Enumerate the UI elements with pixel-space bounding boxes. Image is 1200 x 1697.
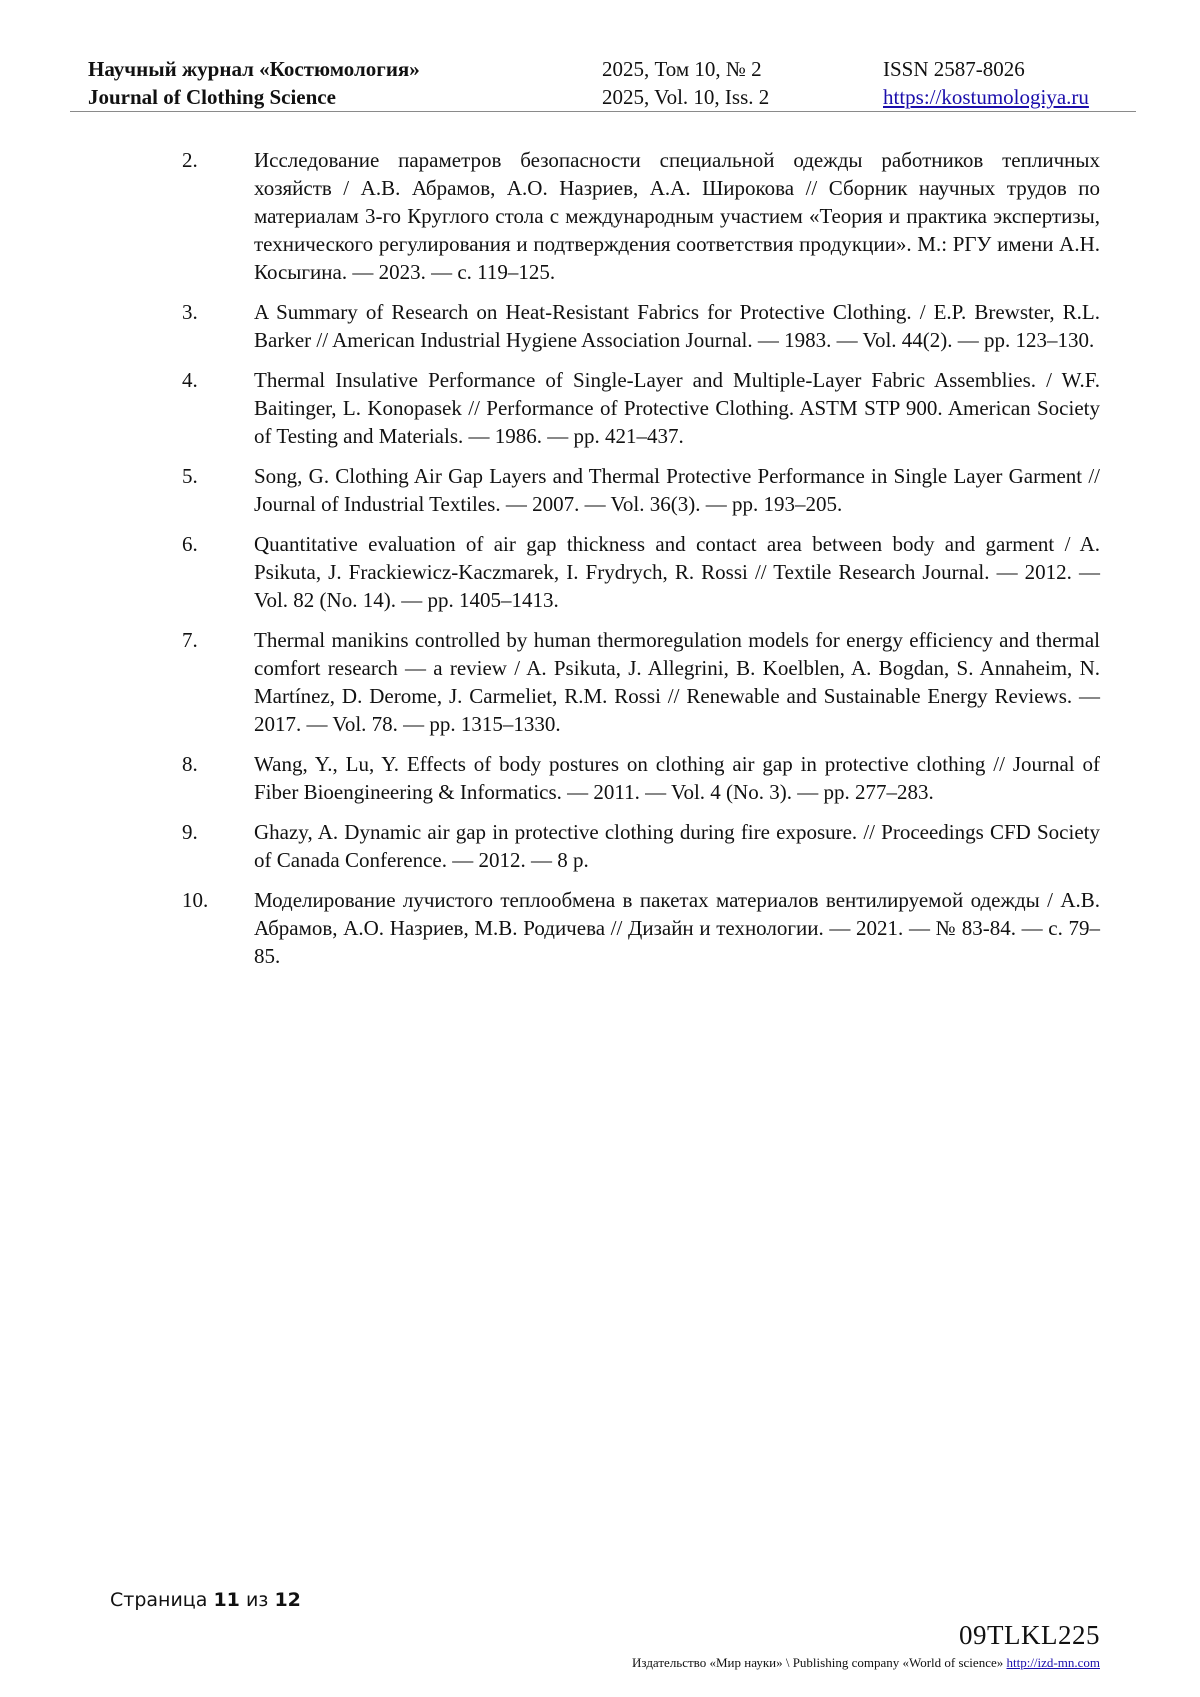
reference-item — [182, 530, 1100, 614]
reference-text: Моделирование лучистого теплообмена в пакетах материалов вентилируемой одежды / А.В. Абрамов, А.О. Назриев, М.В. Родичева // Дизайн и технологии. — 2021. — № 83-84. — с. 79–85. — [254, 888, 1100, 968]
reference-item — [182, 626, 1100, 738]
reference-number: 10. — [182, 888, 209, 912]
reference-text: Wang, Y., Lu, Y. Effects of body postures on clothing air gap in protective clothing // Journal of Fiber Bioengineering & Informatics. — 2011. — Vol. 4 (No. 3). — pp. 277–283. — [254, 752, 1100, 804]
header-divider — [70, 111, 1136, 112]
publisher-text: Издательство «Мир науки» \ Publishing company «World of science» — [632, 1655, 1004, 1670]
issue-en: 2025, Vol. 10, Iss. 2 — [602, 85, 770, 109]
reference-number: 8. — [182, 752, 198, 776]
issue-block — [602, 55, 769, 111]
issue-ru: 2025, Том 10, № 2 — [602, 57, 762, 81]
page-counter — [110, 1588, 301, 1612]
article-code: 09TLKL225 — [959, 1620, 1100, 1650]
reference-number: 7. — [182, 628, 198, 652]
page-total: 12 — [274, 1589, 301, 1611]
reference-number: 6. — [182, 532, 198, 556]
reference-item — [182, 818, 1100, 874]
reference-number: 4. — [182, 368, 198, 392]
reference-text: Quantitative evaluation of air gap thickness and contact area between body and garment / A. Psikuta, J. Frackiewicz-Kaczmarek, I. Frydrych, R. Rossi // Textile Research Journal. — 2012. — Vol. 82 (No. 14). — pp. 1405–1413. — [254, 532, 1100, 612]
reference-text: Thermal Insulative Performance of Single-Layer and Multiple-Layer Fabric Assemblies. / W.F. Baitinger, L. Konopasek // Performance of Protective Clothing. ASTM STP 900. American Society of Testing and Materials. — 1986. — pp. 421–437. — [254, 368, 1100, 448]
reference-number: 5. — [182, 464, 198, 488]
publisher-url-link[interactable]: http://izd-mn.com — [1006, 1655, 1100, 1670]
reference-text: Thermal manikins controlled by human thermoregulation models for energy efficiency and thermal comfort research — a review / A. Psikuta, J. Allegrini, B. Koelblen, A. Bogdan, S. Annaheim, N. Martínez, D. Derome, J. Carmeliet, R.M. Rossi // Renewable and Sustainable Energy Reviews. — 2017. — Vol. 78. — pp. 1315–1330. — [254, 628, 1100, 736]
reference-item — [182, 462, 1100, 518]
reference-text: Song, G. Clothing Air Gap Layers and Thermal Protective Performance in Single Layer Garment // Journal of Industrial Textiles. — 2007. — Vol. 36(3). — pp. 193–205. — [254, 464, 1100, 516]
page-header — [88, 55, 1128, 113]
reference-text: A Summary of Research on Heat-Resistant Fabrics for Protective Clothing. / E.P. Brewster, R.L. Barker // American Industrial Hygiene Association Journal. — 1983. — Vol. 44(2). — pp. 123–130. — [254, 300, 1100, 352]
page-current: 11 — [213, 1589, 240, 1611]
reference-text: Ghazy, A. Dynamic air gap in protective clothing during fire exposure. // Proceedings CFD Society of Canada Conference. — 2012. — 8 p. — [254, 820, 1100, 872]
reference-item — [182, 366, 1100, 450]
page-of-label: из — [245, 1589, 269, 1611]
journal-url-link[interactable]: https://kostumologiya.ru — [883, 85, 1089, 109]
reference-number: 2. — [182, 148, 198, 172]
journal-name-en: Journal of Clothing Science — [88, 85, 336, 109]
reference-number: 9. — [182, 820, 198, 844]
issn: ISSN 2587-8026 — [883, 57, 1025, 81]
reference-number: 3. — [182, 300, 198, 324]
reference-item — [182, 298, 1100, 354]
reference-text: Исследование параметров безопасности специальной одежды работников тепличных хозяйств / А.В. Абрамов, А.О. Назриев, А.А. Широкова // Сборник научных трудов по материалам 3-го Круглого стола с международным участием «Теория и практика экспертизы, технического регулирования и подтверждения соответствия продукции». М.: РГУ имени А.Н. Косыгина. — 2023. — с. 119–125. — [254, 148, 1100, 284]
page-label: Страница — [110, 1589, 208, 1611]
publisher-line — [632, 1655, 1100, 1671]
reference-item — [182, 146, 1100, 286]
journal-name-block — [88, 55, 420, 111]
reference-item — [182, 886, 1100, 970]
reference-list — [182, 146, 1100, 982]
journal-name-ru: Научный журнал «Костюмология» — [88, 57, 420, 81]
issn-block — [883, 55, 1089, 111]
reference-item — [182, 750, 1100, 806]
